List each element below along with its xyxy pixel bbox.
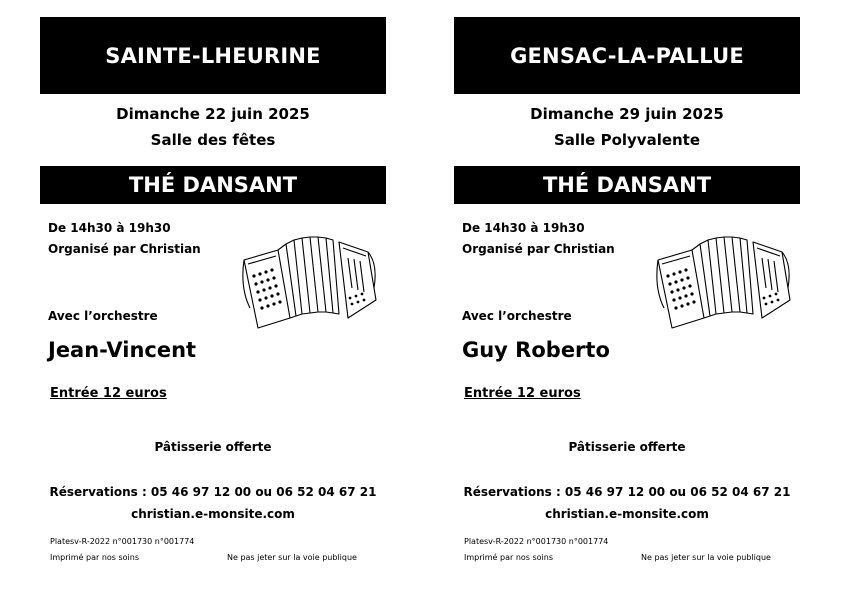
event-organizer: Organisé par Christian [462, 242, 615, 256]
website: christian.e-monsite.com [131, 507, 295, 521]
entry-price: Entrée 12 euros [50, 386, 167, 401]
orchestra-name: Jean-Vincent [48, 338, 197, 362]
reservation-phones: Réservations : 05 46 97 12 00 ou 06 52 04 67 21 [463, 485, 791, 499]
event-organizer: Organisé par Christian [48, 242, 201, 256]
event-title: THÉ DANSANT [40, 166, 386, 204]
orchestra-name: Guy Roberto [462, 338, 610, 362]
reservation-phones: Réservations : 05 46 97 12 00 ou 06 52 04 67 21 [49, 485, 377, 499]
event-hours: De 14h30 à 19h30 [462, 221, 585, 235]
license-number: Platesv-R-2022 n°001730 n°001774 [464, 537, 609, 546]
town-header: SAINTE-LHEURINE [40, 17, 386, 94]
event-date: Dimanche 29 juin 2025 [530, 105, 724, 123]
no-throw-note: Ne pas jeter sur la voie publique [227, 553, 357, 562]
accordion-icon [654, 228, 794, 332]
event-title: THÉ DANSANT [454, 166, 800, 204]
printed-note: Imprimé par nos soins [464, 553, 554, 562]
license-number: Platesv-R-2022 n°001730 n°001774 [50, 537, 195, 546]
event-venue: Salle Polyvalente [553, 131, 701, 149]
no-throw-note: Ne pas jeter sur la voie publique [641, 553, 771, 562]
orchestra-label: Avec l’orchestre [462, 309, 572, 323]
pastry-note: Pâtisserie offerte [568, 440, 686, 454]
orchestra-label: Avec l’orchestre [48, 309, 158, 323]
event-venue: Salle des fêtes [150, 131, 276, 149]
event-hours: De 14h30 à 19h30 [48, 221, 171, 235]
accordion-icon [240, 228, 380, 332]
event-date: Dimanche 22 juin 2025 [116, 105, 310, 123]
website: christian.e-monsite.com [545, 507, 709, 521]
flyer-right [454, 0, 800, 596]
printed-note: Imprimé par nos soins [50, 553, 140, 562]
pastry-note: Pâtisserie offerte [154, 440, 272, 454]
entry-price: Entrée 12 euros [464, 386, 581, 401]
flyer-left [40, 0, 386, 596]
town-header: GENSAC-LA-PALLUE [454, 17, 800, 94]
